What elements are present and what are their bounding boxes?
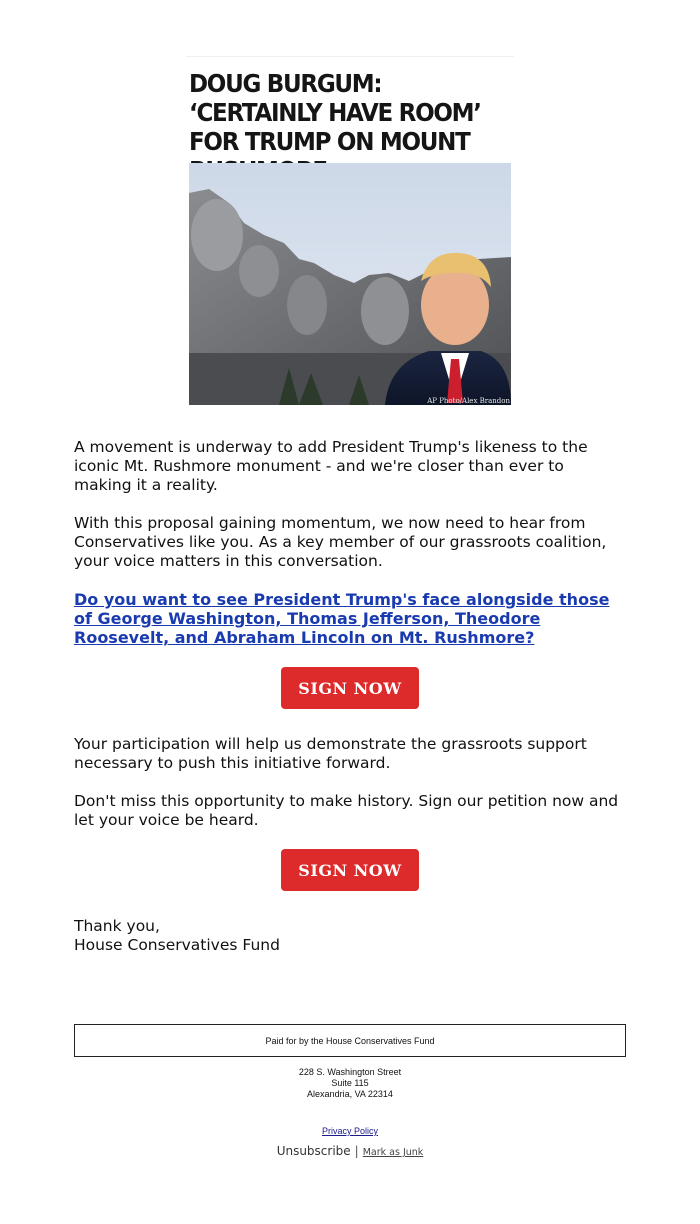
- photo-credit: AP Photo/Alex Brandon: [427, 397, 510, 405]
- privacy-row: [0, 1126, 700, 1136]
- privacy-policy-link[interactable]: Privacy Policy: [321, 1126, 378, 1136]
- mailing-address: [0, 1067, 700, 1100]
- address-street: 228 S. Washington Street: [298, 1067, 402, 1077]
- sign-now-button-secondary[interactable]: SIGN NOW: [281, 849, 419, 891]
- unsubscribe-link[interactable]: Unsubscribe: [276, 1144, 351, 1158]
- address-suite: Suite 115: [331, 1078, 369, 1088]
- signoff-thanks: Thank you,: [74, 917, 160, 935]
- mark-as-junk-link[interactable]: Mark as Junk: [362, 1147, 424, 1158]
- petition-question-link[interactable]: Do you want to see President Trump's face alongside those of George Washington, Thomas Jefferson, Theodore Roosevelt, and Abraham Lincoln on Mt. Rushmore?: [74, 590, 610, 647]
- email-body: [74, 438, 626, 647]
- address-city: Alexandria, VA 22314: [307, 1089, 393, 1099]
- sign-now-button[interactable]: SIGN NOW: [281, 667, 419, 709]
- intro-paragraph: A movement is underway to add President Trump's likeness to the iconic Mt. Rushmore monument - and we're closer than ever to making it a reality.: [74, 438, 588, 494]
- signoff-sender: House Conservatives Fund: [74, 936, 280, 954]
- history-paragraph: Don't miss this opportunity to make history. Sign our petition now and let your voice be heard.: [74, 792, 619, 829]
- unsubscribe-row: [0, 1144, 700, 1158]
- paid-for-disclaimer: Paid for by the House Conservatives Fund: [74, 1024, 626, 1057]
- mount-rushmore-photo: [189, 163, 511, 405]
- email-body-lower: [74, 735, 626, 830]
- hero-headline: DOUG BURGUM: ‘CERTAINLY HAVE ROOM’ FOR TRUMP ON MOUNT: [189, 69, 481, 156]
- hero-image-block: [186, 56, 514, 407]
- separator: |: [354, 1144, 359, 1158]
- participation-paragraph: Your participation will help us demonstrate the grassroots support necessary to push this initiative forward.: [74, 735, 587, 772]
- momentum-paragraph: With this proposal gaining momentum, we now need to hear from Conservatives like you. As a key member of our grassroots coalition, your voice matters in this conversation.: [74, 514, 607, 570]
- signoff: [74, 917, 626, 955]
